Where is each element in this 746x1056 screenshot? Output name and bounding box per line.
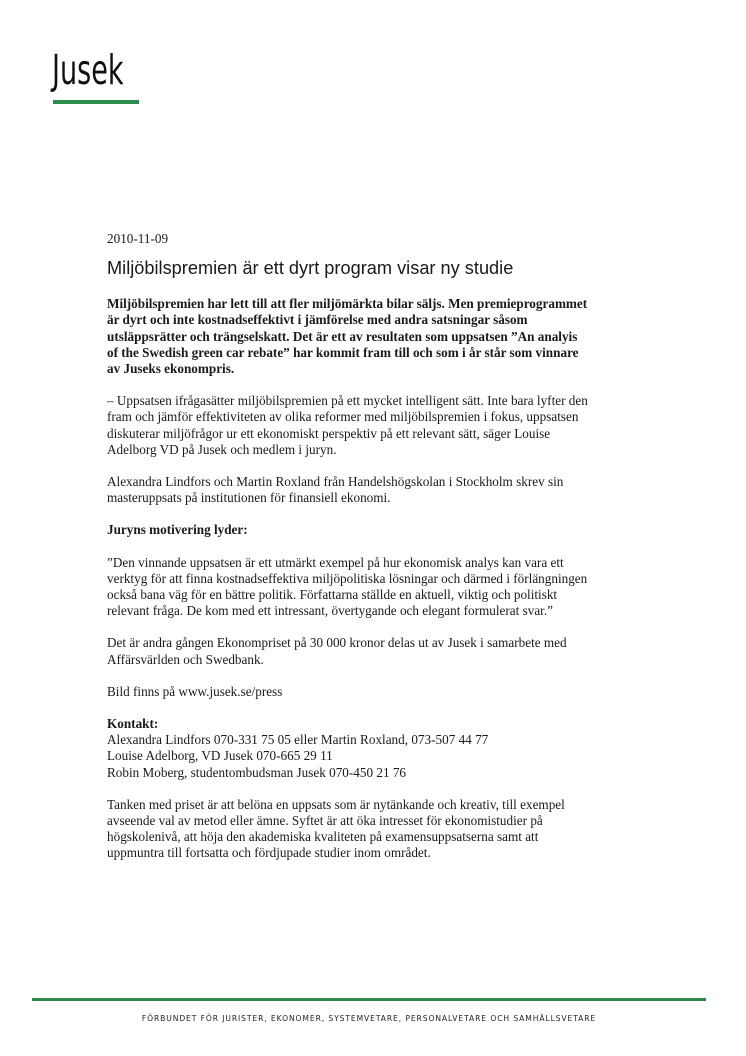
authors-line: masteruppsats på institutionen för finansiell ekonomi. — [107, 490, 391, 506]
quote-line: fram och jämför effektiviteten av olika reformer med miljöbilspremien i fokus, uppsatsen — [107, 409, 579, 425]
jury-motivation — [107, 555, 647, 620]
release-date: 2010-11-09 — [107, 231, 169, 246]
contact-block — [107, 716, 647, 781]
lead-line: utsläppsrätter och trängselskatt. Det är ett av resultaten som uppsatsen ”An analyis — [107, 328, 578, 344]
purpose-line: högskolenivå, att höja den akademiska kvaliteten på examensuppsatserna samt att — [107, 829, 539, 845]
purpose-paragraph — [107, 797, 647, 862]
purpose-line: avseende val av metod eller ämne. Syftet är att öka intresset för ekonomistudier på — [107, 813, 543, 829]
footer-divider — [32, 998, 706, 1001]
jury-line: verktyg för att finna kostnadseffektiva miljöpolitiska lösningar och därmed i förlängningen — [107, 570, 588, 586]
contact-line: Robin Moberg, studentombudsman Jusek 070-450 21 76 — [107, 764, 407, 780]
prize-line: Affärsvärlden och Swedbank. — [107, 651, 264, 667]
prize-line: Det är andra gången Ekonompriset på 30 000 kronor delas ut av Jusek i samarbete med — [107, 635, 567, 651]
quote-paragraph — [107, 393, 647, 458]
jury-line: relevant fråga. De kom med ett intressant, övertygande och elegant formulerat svar.” — [107, 603, 553, 619]
contact-line: Louise Adelborg, VD Jusek 070-665 29 11 — [107, 748, 333, 764]
jury-line: ”Den vinnande uppsatsen är ett utmärkt exempel på hur ekonomisk analys kan vara ett — [107, 554, 564, 570]
lead-paragraph — [107, 296, 647, 377]
lead-line: av Juseks ekonompris. — [107, 361, 235, 377]
purpose-line: Tanken med priset är att belöna en uppsats som är nytänkande och kreativ, till exempel — [107, 796, 565, 812]
lead-line: Miljöbilspremien har lett till att fler miljömärkta bilar säljs. Men premieprogrammet — [107, 296, 588, 312]
logo-underline — [53, 100, 139, 104]
prize-paragraph — [107, 635, 647, 667]
contact-title: Kontakt: — [107, 716, 159, 732]
purpose-line: uppmuntra till fortsatta och fördjupade studier inom området. — [107, 845, 431, 861]
authors-paragraph — [107, 474, 647, 506]
quote-line: diskuterar miljöfrågor ur ett ekonomiskt perspektiv på ett relevant sätt, säger Louise — [107, 425, 551, 441]
authors-line: Alexandra Lindfors och Martin Roxland från Handelshögskolan i Stockholm skrev sin — [107, 474, 564, 490]
quote-line: – Uppsatsen ifrågasätter miljöbilspremien på ett mycket intelligent sätt. Inte bara lyfter den — [107, 393, 588, 409]
logo-wordmark: Jusek — [52, 46, 124, 94]
jury-line: också bana väg för en bättre politik. Författarna ställde en aktuell, viktig och politiskt — [107, 587, 558, 603]
page-title: Miljöbilspremien är ett dyrt program visar ny studie — [107, 258, 514, 279]
photo-note: Bild finns på www.jusek.se/press — [107, 683, 283, 699]
lead-line: är dyrt och inte kostnadseffektivt i jämförelse med andra satsningar såsom — [107, 312, 528, 328]
footer-tagline: FÖRBUNDET FÖR JURISTER, EKONOMER, SYSTEMVETARE, PERSONALVETARE OCH SAMHÄLLSVETARE — [141, 1014, 597, 1023]
contact-line: Alexandra Lindfors 070-331 75 05 eller Martin Roxland, 073-507 44 77 — [107, 732, 489, 748]
press-release-body — [107, 231, 647, 862]
lead-line: of the Swedish green car rebate” har kommit fram till och som i år står som vinnare — [107, 344, 579, 360]
jury-heading: Juryns motivering lyder: — [107, 522, 248, 538]
jusek-logo — [52, 46, 182, 94]
quote-line: Adelborg VD på Jusek och medlem i juryn. — [107, 441, 337, 457]
